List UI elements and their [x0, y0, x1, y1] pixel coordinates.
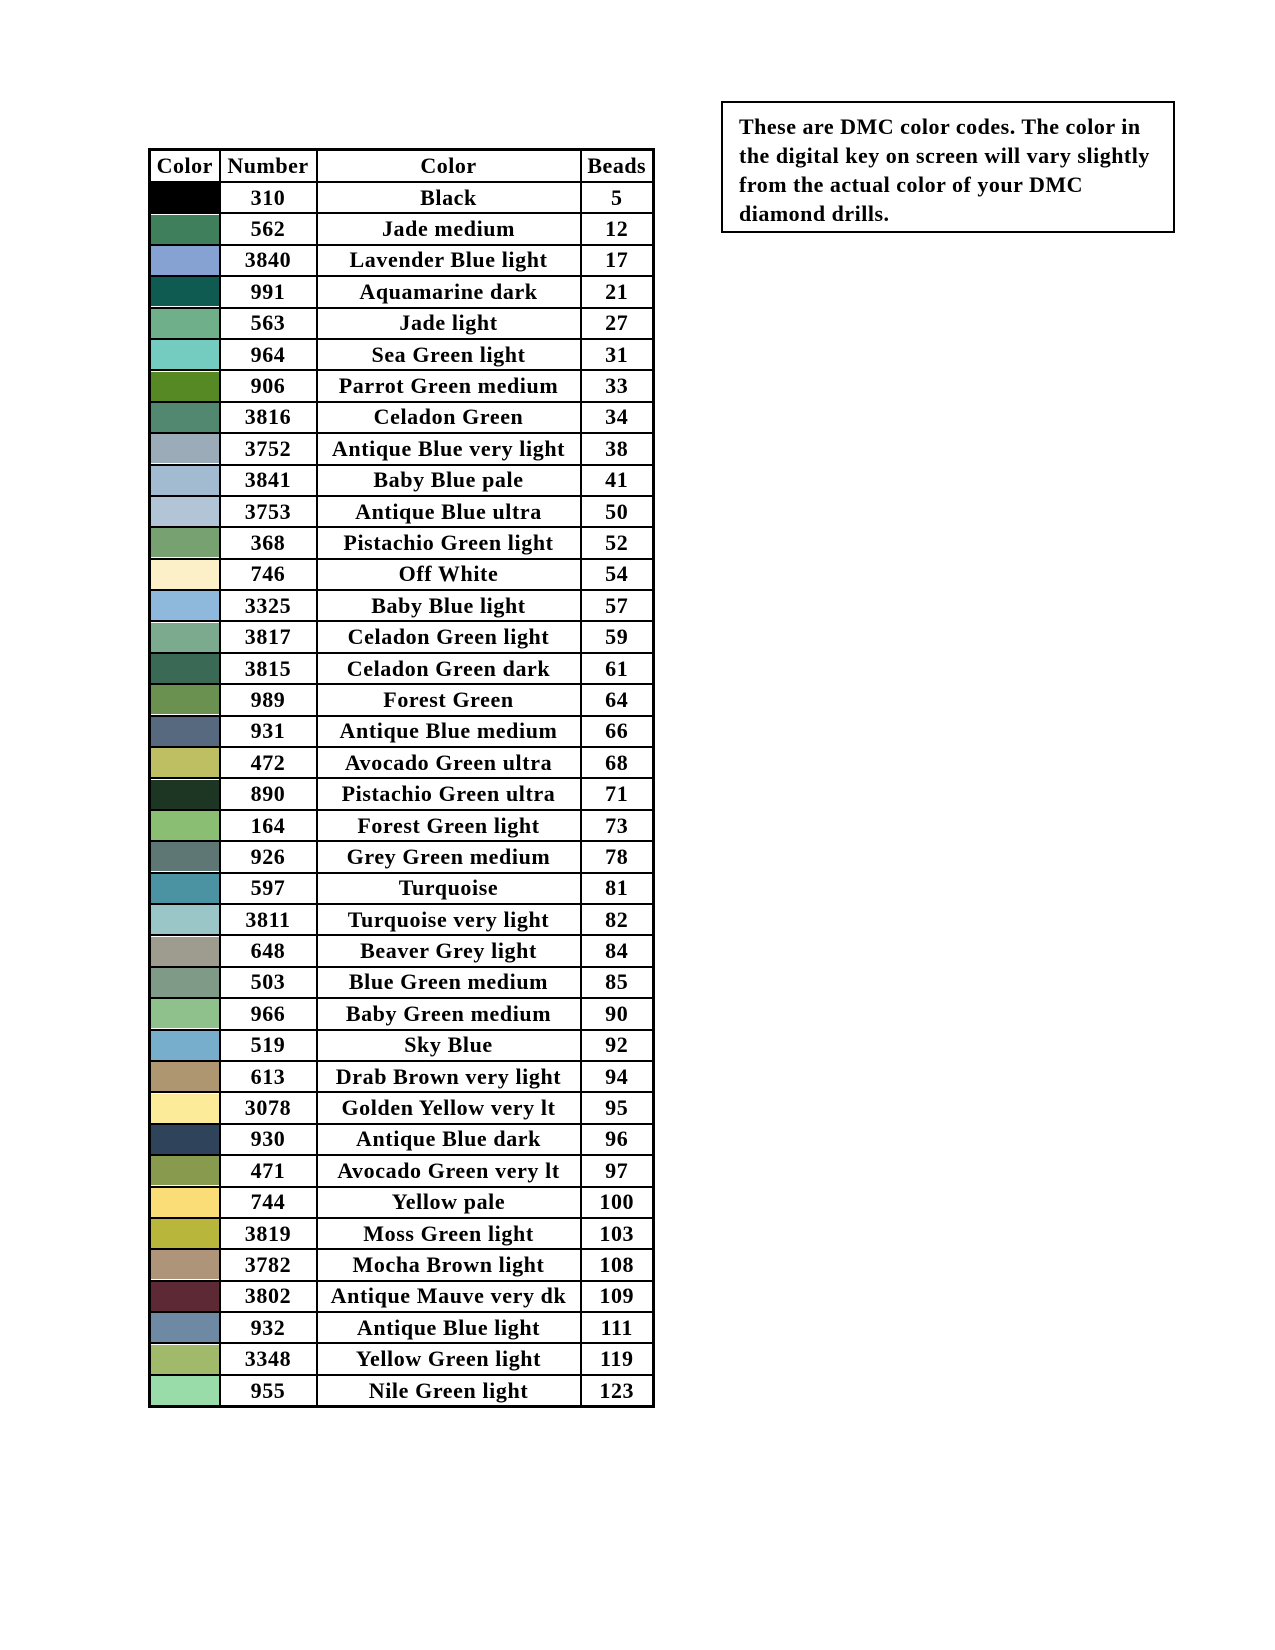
dmc-number-cell: 930: [220, 1124, 317, 1155]
dmc-number-cell: 744: [220, 1187, 317, 1218]
table-row: [150, 213, 654, 244]
dmc-number-cell: 3078: [220, 1092, 317, 1123]
bead-count-cell: 59: [581, 621, 654, 652]
table-row: [150, 245, 654, 276]
color-swatch: [151, 403, 219, 432]
color-name-cell: Pistachio Green ultra: [317, 778, 581, 809]
bead-count-cell: 92: [581, 1030, 654, 1061]
bead-count-cell: 54: [581, 559, 654, 590]
color-name-cell: Baby Green medium: [317, 998, 581, 1029]
bead-count-cell: 68: [581, 747, 654, 778]
color-swatch-cell: [150, 1092, 220, 1123]
bead-count-cell: 119: [581, 1343, 654, 1374]
bead-count-cell: 81: [581, 873, 654, 904]
table-row: [150, 747, 654, 778]
table-row: [150, 496, 654, 527]
color-key-table: [148, 148, 655, 1408]
color-swatch: [151, 1125, 219, 1154]
dmc-note-box: [721, 101, 1175, 233]
dmc-number-cell: 890: [220, 778, 317, 809]
color-swatch-cell: [150, 402, 220, 433]
color-name-cell: Grey Green medium: [317, 841, 581, 872]
bead-count-cell: 82: [581, 904, 654, 935]
color-name-cell: Antique Blue very light: [317, 433, 581, 464]
dmc-number-cell: 368: [220, 527, 317, 558]
bead-count-cell: 21: [581, 276, 654, 307]
color-swatch-cell: [150, 967, 220, 998]
table-row: [150, 1375, 654, 1407]
color-name-cell: Yellow pale: [317, 1187, 581, 1218]
color-swatch-cell: [150, 1281, 220, 1312]
color-name-cell: Blue Green medium: [317, 967, 581, 998]
bead-count-cell: 85: [581, 967, 654, 998]
bead-count-cell: 12: [581, 213, 654, 244]
color-name-cell: Black: [317, 182, 581, 213]
dmc-number-cell: 3817: [220, 621, 317, 652]
bead-count-cell: 96: [581, 1124, 654, 1155]
color-swatch-cell: [150, 810, 220, 841]
table-row: [150, 308, 654, 339]
table-row: [150, 370, 654, 401]
bead-count-cell: 123: [581, 1375, 654, 1407]
color-swatch: [151, 874, 219, 903]
table-row: [150, 716, 654, 747]
table-row: [150, 590, 654, 621]
color-name-cell: Antique Mauve very dk: [317, 1281, 581, 1312]
dmc-number-cell: 3840: [220, 245, 317, 276]
color-swatch-cell: [150, 213, 220, 244]
color-swatch: [151, 497, 219, 526]
bead-count-cell: 94: [581, 1061, 654, 1092]
color-swatch-cell: [150, 590, 220, 621]
color-swatch-cell: [150, 778, 220, 809]
bead-count-cell: 108: [581, 1249, 654, 1280]
bead-count-cell: 71: [581, 778, 654, 809]
color-swatch-cell: [150, 904, 220, 935]
color-swatch-cell: [150, 998, 220, 1029]
color-swatch-cell: [150, 308, 220, 339]
color-swatch-cell: [150, 1187, 220, 1218]
bead-count-cell: 66: [581, 716, 654, 747]
table-row: [150, 904, 654, 935]
color-swatch-cell: [150, 873, 220, 904]
table-row: [150, 339, 654, 370]
color-name-cell: Sea Green light: [317, 339, 581, 370]
color-name-cell: Aquamarine dark: [317, 276, 581, 307]
bead-count-cell: 103: [581, 1218, 654, 1249]
dmc-number-cell: 966: [220, 998, 317, 1029]
color-name-cell: Jade light: [317, 308, 581, 339]
color-name-cell: Celadon Green light: [317, 621, 581, 652]
dmc-number-cell: 906: [220, 370, 317, 401]
bead-count-cell: 84: [581, 935, 654, 966]
color-swatch-cell: [150, 841, 220, 872]
bead-count-cell: 31: [581, 339, 654, 370]
color-swatch: [151, 905, 219, 934]
color-name-cell: Antique Blue light: [317, 1312, 581, 1343]
color-name-cell: Antique Blue ultra: [317, 496, 581, 527]
bead-count-cell: 73: [581, 810, 654, 841]
table-row: [150, 998, 654, 1029]
dmc-number-cell: 3841: [220, 465, 317, 496]
dmc-number-cell: 648: [220, 935, 317, 966]
dmc-number-cell: 563: [220, 308, 317, 339]
dmc-number-cell: 310: [220, 182, 317, 213]
header-color-swatch: Color: [150, 150, 220, 183]
color-swatch-cell: [150, 339, 220, 370]
color-swatch: [151, 999, 219, 1028]
table-row: [150, 1030, 654, 1061]
table-row: [150, 841, 654, 872]
dmc-number-cell: 932: [220, 1312, 317, 1343]
color-swatch-cell: [150, 747, 220, 778]
bead-count-cell: 34: [581, 402, 654, 433]
table-row: [150, 1343, 654, 1374]
dmc-number-cell: 3802: [220, 1281, 317, 1312]
color-name-cell: Turquoise: [317, 873, 581, 904]
table-row: [150, 873, 654, 904]
bead-count-cell: 27: [581, 308, 654, 339]
dmc-number-cell: 471: [220, 1155, 317, 1186]
dmc-number-cell: 3816: [220, 402, 317, 433]
color-swatch: [151, 780, 219, 809]
color-name-cell: Moss Green light: [317, 1218, 581, 1249]
color-swatch: [151, 1156, 219, 1185]
color-swatch-cell: [150, 433, 220, 464]
color-swatch-cell: [150, 370, 220, 401]
color-swatch-cell: [150, 621, 220, 652]
table-row: [150, 967, 654, 998]
dmc-number-cell: 562: [220, 213, 317, 244]
color-swatch: [151, 654, 219, 683]
color-name-cell: Avocado Green ultra: [317, 747, 581, 778]
table-row: [150, 433, 654, 464]
bead-count-cell: 41: [581, 465, 654, 496]
color-name-cell: Jade medium: [317, 213, 581, 244]
color-swatch: [151, 528, 219, 557]
bead-count-cell: 52: [581, 527, 654, 558]
dmc-number-cell: 3325: [220, 590, 317, 621]
color-swatch: [151, 1062, 219, 1091]
color-name-cell: Turquoise very light: [317, 904, 581, 935]
color-name-cell: Pistachio Green light: [317, 527, 581, 558]
table-row: [150, 276, 654, 307]
bead-count-cell: 95: [581, 1092, 654, 1123]
table-row: [150, 778, 654, 809]
table-row: [150, 182, 654, 213]
color-swatch-cell: [150, 653, 220, 684]
color-swatch-cell: [150, 276, 220, 307]
dmc-number-cell: 955: [220, 1375, 317, 1407]
dmc-number-cell: 931: [220, 716, 317, 747]
color-swatch-cell: [150, 559, 220, 590]
color-swatch: [151, 560, 219, 589]
table-row: [150, 935, 654, 966]
color-swatch-cell: [150, 1061, 220, 1092]
color-swatch: [151, 1345, 219, 1374]
color-name-cell: Celadon Green: [317, 402, 581, 433]
table-row: [150, 1061, 654, 1092]
dmc-number-cell: 3819: [220, 1218, 317, 1249]
color-swatch: [151, 1250, 219, 1279]
table-row: [150, 810, 654, 841]
color-name-cell: Yellow Green light: [317, 1343, 581, 1374]
color-swatch-cell: [150, 465, 220, 496]
color-swatch-cell: [150, 1312, 220, 1343]
color-swatch: [151, 215, 219, 244]
dmc-note-text: These are DMC color codes. The color in the digital key on screen will vary slightly from the actual color of your DMC diamond drills.: [739, 114, 1150, 226]
dmc-number-cell: 3815: [220, 653, 317, 684]
header-color-name: Color: [317, 150, 581, 183]
color-name-cell: Forest Green light: [317, 810, 581, 841]
color-name-cell: Antique Blue medium: [317, 716, 581, 747]
color-swatch: [151, 1313, 219, 1342]
bead-count-cell: 61: [581, 653, 654, 684]
color-name-cell: Avocado Green very lt: [317, 1155, 581, 1186]
bead-count-cell: 64: [581, 684, 654, 715]
table-row: [150, 653, 654, 684]
color-swatch: [151, 183, 219, 212]
color-name-cell: Golden Yellow very lt: [317, 1092, 581, 1123]
color-swatch-cell: [150, 1249, 220, 1280]
color-swatch: [151, 842, 219, 871]
bead-count-cell: 38: [581, 433, 654, 464]
table-row: [150, 1092, 654, 1123]
table-row: [150, 527, 654, 558]
color-name-cell: Nile Green light: [317, 1375, 581, 1407]
table-row: [150, 1249, 654, 1280]
dmc-number-cell: 964: [220, 339, 317, 370]
table-row: [150, 621, 654, 652]
color-swatch: [151, 1031, 219, 1060]
color-swatch-cell: [150, 1155, 220, 1186]
color-swatch-cell: [150, 527, 220, 558]
dmc-number-cell: 3753: [220, 496, 317, 527]
color-swatch: [151, 466, 219, 495]
header-beads: Beads: [581, 150, 654, 183]
color-swatch: [151, 748, 219, 777]
bead-count-cell: 57: [581, 590, 654, 621]
color-swatch-cell: [150, 1218, 220, 1249]
bead-count-cell: 111: [581, 1312, 654, 1343]
dmc-number-cell: 989: [220, 684, 317, 715]
dmc-number-cell: 613: [220, 1061, 317, 1092]
color-name-cell: Baby Blue light: [317, 590, 581, 621]
color-swatch-cell: [150, 182, 220, 213]
color-name-cell: Lavender Blue light: [317, 245, 581, 276]
dmc-number-cell: 3782: [220, 1249, 317, 1280]
dmc-number-cell: 519: [220, 1030, 317, 1061]
color-swatch: [151, 246, 219, 275]
color-swatch: [151, 623, 219, 652]
color-swatch-cell: [150, 245, 220, 276]
table-row: [150, 402, 654, 433]
color-swatch-cell: [150, 684, 220, 715]
dmc-number-cell: 746: [220, 559, 317, 590]
dmc-number-cell: 3752: [220, 433, 317, 464]
color-swatch-cell: [150, 935, 220, 966]
color-name-cell: Mocha Brown light: [317, 1249, 581, 1280]
bead-count-cell: 109: [581, 1281, 654, 1312]
bead-count-cell: 5: [581, 182, 654, 213]
color-name-cell: Parrot Green medium: [317, 370, 581, 401]
color-swatch: [151, 309, 219, 338]
color-swatch: [151, 1219, 219, 1248]
color-swatch: [151, 1376, 219, 1405]
color-swatch-cell: [150, 1030, 220, 1061]
color-swatch: [151, 1188, 219, 1217]
color-swatch: [151, 1094, 219, 1123]
color-swatch: [151, 340, 219, 369]
color-name-cell: Celadon Green dark: [317, 653, 581, 684]
table-row: [150, 465, 654, 496]
bead-count-cell: 100: [581, 1187, 654, 1218]
dmc-number-cell: 991: [220, 276, 317, 307]
table-row: [150, 1124, 654, 1155]
table-row: [150, 1187, 654, 1218]
bead-count-cell: 90: [581, 998, 654, 1029]
color-swatch: [151, 1282, 219, 1311]
color-swatch: [151, 277, 219, 306]
color-swatch: [151, 811, 219, 840]
dmc-number-cell: 3811: [220, 904, 317, 935]
color-swatch: [151, 717, 219, 746]
bead-count-cell: 50: [581, 496, 654, 527]
bead-count-cell: 17: [581, 245, 654, 276]
color-name-cell: Antique Blue dark: [317, 1124, 581, 1155]
color-swatch: [151, 937, 219, 966]
dmc-number-cell: 3348: [220, 1343, 317, 1374]
table-row: [150, 1218, 654, 1249]
dmc-number-cell: 926: [220, 841, 317, 872]
table-row: [150, 1155, 654, 1186]
color-name-cell: Beaver Grey light: [317, 935, 581, 966]
color-swatch-cell: [150, 716, 220, 747]
color-swatch: [151, 372, 219, 401]
dmc-number-cell: 503: [220, 967, 317, 998]
color-name-cell: Sky Blue: [317, 1030, 581, 1061]
color-swatch: [151, 968, 219, 997]
table-row: [150, 559, 654, 590]
dmc-number-cell: 472: [220, 747, 317, 778]
color-swatch-cell: [150, 1124, 220, 1155]
table-header-row: [150, 150, 654, 183]
color-swatch: [151, 434, 219, 463]
bead-count-cell: 97: [581, 1155, 654, 1186]
color-swatch-cell: [150, 1375, 220, 1407]
bead-count-cell: 33: [581, 370, 654, 401]
header-number: Number: [220, 150, 317, 183]
table-row: [150, 1281, 654, 1312]
bead-count-cell: 78: [581, 841, 654, 872]
dmc-number-cell: 164: [220, 810, 317, 841]
table-row: [150, 1312, 654, 1343]
color-name-cell: Off White: [317, 559, 581, 590]
table-row: [150, 684, 654, 715]
color-swatch: [151, 685, 219, 714]
color-swatch-cell: [150, 1343, 220, 1374]
color-swatch-cell: [150, 496, 220, 527]
color-name-cell: Baby Blue pale: [317, 465, 581, 496]
dmc-number-cell: 597: [220, 873, 317, 904]
color-swatch: [151, 591, 219, 620]
table-body: [150, 182, 654, 1407]
color-name-cell: Drab Brown very light: [317, 1061, 581, 1092]
color-name-cell: Forest Green: [317, 684, 581, 715]
